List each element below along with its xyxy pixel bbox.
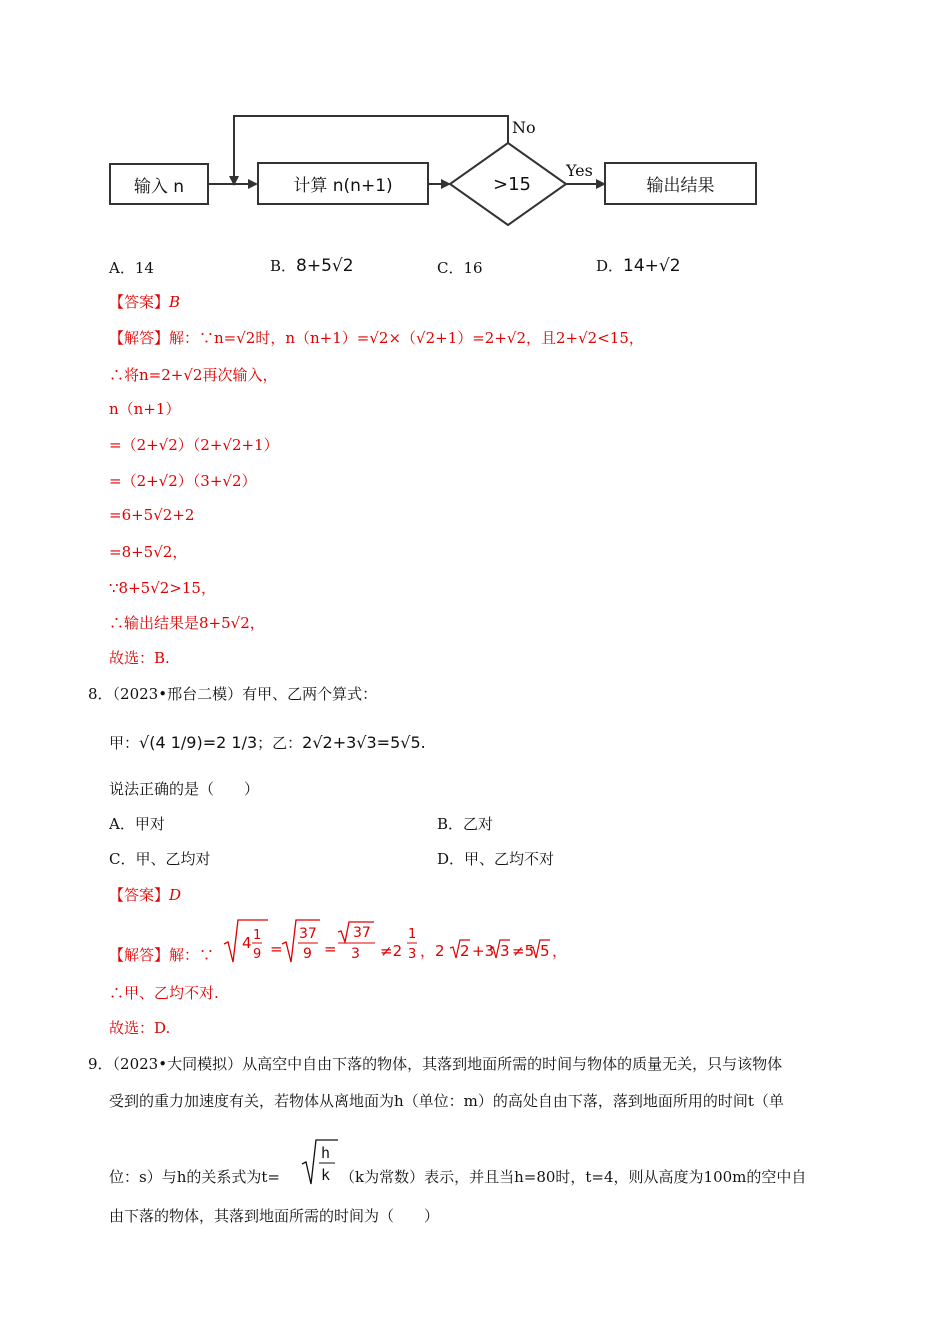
q7-solution-line-3: n（n+1） (109, 400, 181, 418)
svg-text:3: 3 (351, 946, 360, 962)
q7-solution-line-4: =（2+√2）（2+√2+1） (109, 436, 279, 454)
q7-solution-line-1: 【解答】解：∵n=√2时，n（n+1）=√2×（√2+1）=2+√2，且2+√2<15， (109, 329, 644, 347)
svg-text:37: 37 (353, 925, 371, 941)
svg-text:2: 2 (460, 942, 470, 960)
svg-text:3: 3 (500, 942, 510, 960)
q9-line-2: 受到的重力加速度有关，若物体从离地面为h（单位：m）的高处自由下落，落到地面所用的时间t（单 (109, 1092, 784, 1110)
svg-text:5: 5 (540, 942, 550, 960)
q7-answer: 【答案】B (109, 293, 181, 311)
input-box (109, 163, 209, 205)
q8-option-a: A．甲对 (109, 815, 165, 833)
q8-choose: 故选：D. (109, 1019, 171, 1037)
no-label: No (512, 118, 536, 137)
svg-text:h: h (321, 1144, 331, 1162)
q8-answer: 【答案】D (109, 886, 182, 904)
output-label: 输出结果 (646, 176, 715, 196)
q7-solution-line-9: ∴输出结果是8+5√2， (109, 614, 265, 632)
svg-text:k: k (321, 1166, 331, 1184)
svg-text:4: 4 (242, 934, 252, 952)
q8-question: 说法正确的是（ ） (109, 780, 260, 798)
q7-option-a: A．14 (109, 259, 154, 277)
svg-text:9: 9 (303, 946, 312, 962)
q9-line-3b: （k为常数）表示，并且当h=80时，t=4，则从高度为100m的空中自 (340, 1168, 807, 1186)
q9-line-3a: 位：s）与h的关系式为t= (109, 1168, 280, 1186)
svg-text:=: = (324, 940, 337, 958)
q7-solution-line-10: 故选：B. (109, 649, 170, 667)
q8-option-c: C．甲、乙均对 (109, 850, 211, 868)
q7-option-d: D．14+√2 (596, 256, 681, 276)
q8-jia-expr: √(4 1/9)=2 1/3 (139, 733, 258, 752)
q8-jia-label: 甲： (109, 734, 140, 752)
svg-text:1: 1 (408, 927, 417, 942)
q7-solution-line-7: =8+5√2， (109, 543, 188, 561)
q8-option-b: B．乙对 (437, 815, 494, 833)
svg-text:，: ， (552, 942, 568, 960)
compute-label: 计算 n(n+1) (293, 176, 393, 196)
q8-yi-expr: 2√2+3√3=5√5. (302, 733, 426, 752)
q8-expressions (109, 732, 426, 753)
q9-formula-sqrt-h-over-k (300, 1136, 340, 1188)
q7-solution-line-5: =（2+√2）（3+√2） (109, 472, 257, 490)
q8-option-d: D．甲、乙均不对 (437, 850, 555, 868)
svg-text:≠2: ≠2 (380, 942, 403, 960)
svg-text:=: = (270, 940, 283, 958)
q7-option-c: C．16 (437, 259, 483, 277)
q8-solution-formula (222, 914, 582, 970)
q8-conclusion: ∴甲、乙均不对. (109, 984, 219, 1002)
q8-yi-label: ；乙： (257, 734, 303, 752)
svg-text:≠5: ≠5 (512, 942, 535, 960)
svg-text:37: 37 (299, 926, 317, 942)
condition-label: >15 (493, 174, 531, 195)
q8-solution: 【解答】解：∵ (109, 946, 215, 964)
q9-line-4: 由下落的物体，其落到地面所需的时间为（ ） (109, 1207, 440, 1225)
q7-option-b: B．8+5√2 (270, 256, 354, 276)
input-label: 输入 n (133, 176, 185, 197)
q7-solution-line-8: ∵8+5√2>15， (109, 579, 216, 597)
svg-text:3: 3 (408, 947, 417, 962)
q8-stem: 8．（2023•邢台二模）有甲、乙两个算式： (88, 685, 378, 703)
q9-line-1: 9．（2023•大同模拟）从高空中自由下落的物体，其落到地面所需的时间与物体的质量无关，只与该物体 (88, 1055, 783, 1073)
svg-text:+3: +3 (472, 942, 495, 960)
svg-text:1: 1 (253, 928, 262, 943)
svg-text:，2: ，2 (420, 942, 445, 960)
q7-solution-line-2: ∴将n=2+√2再次输入， (109, 366, 278, 384)
output-box (604, 162, 757, 205)
svg-text:9: 9 (253, 947, 262, 962)
q7-solution-line-6: =6+5√2+2 (109, 506, 195, 524)
compute-box (257, 162, 429, 205)
yes-label: Yes (566, 161, 593, 180)
